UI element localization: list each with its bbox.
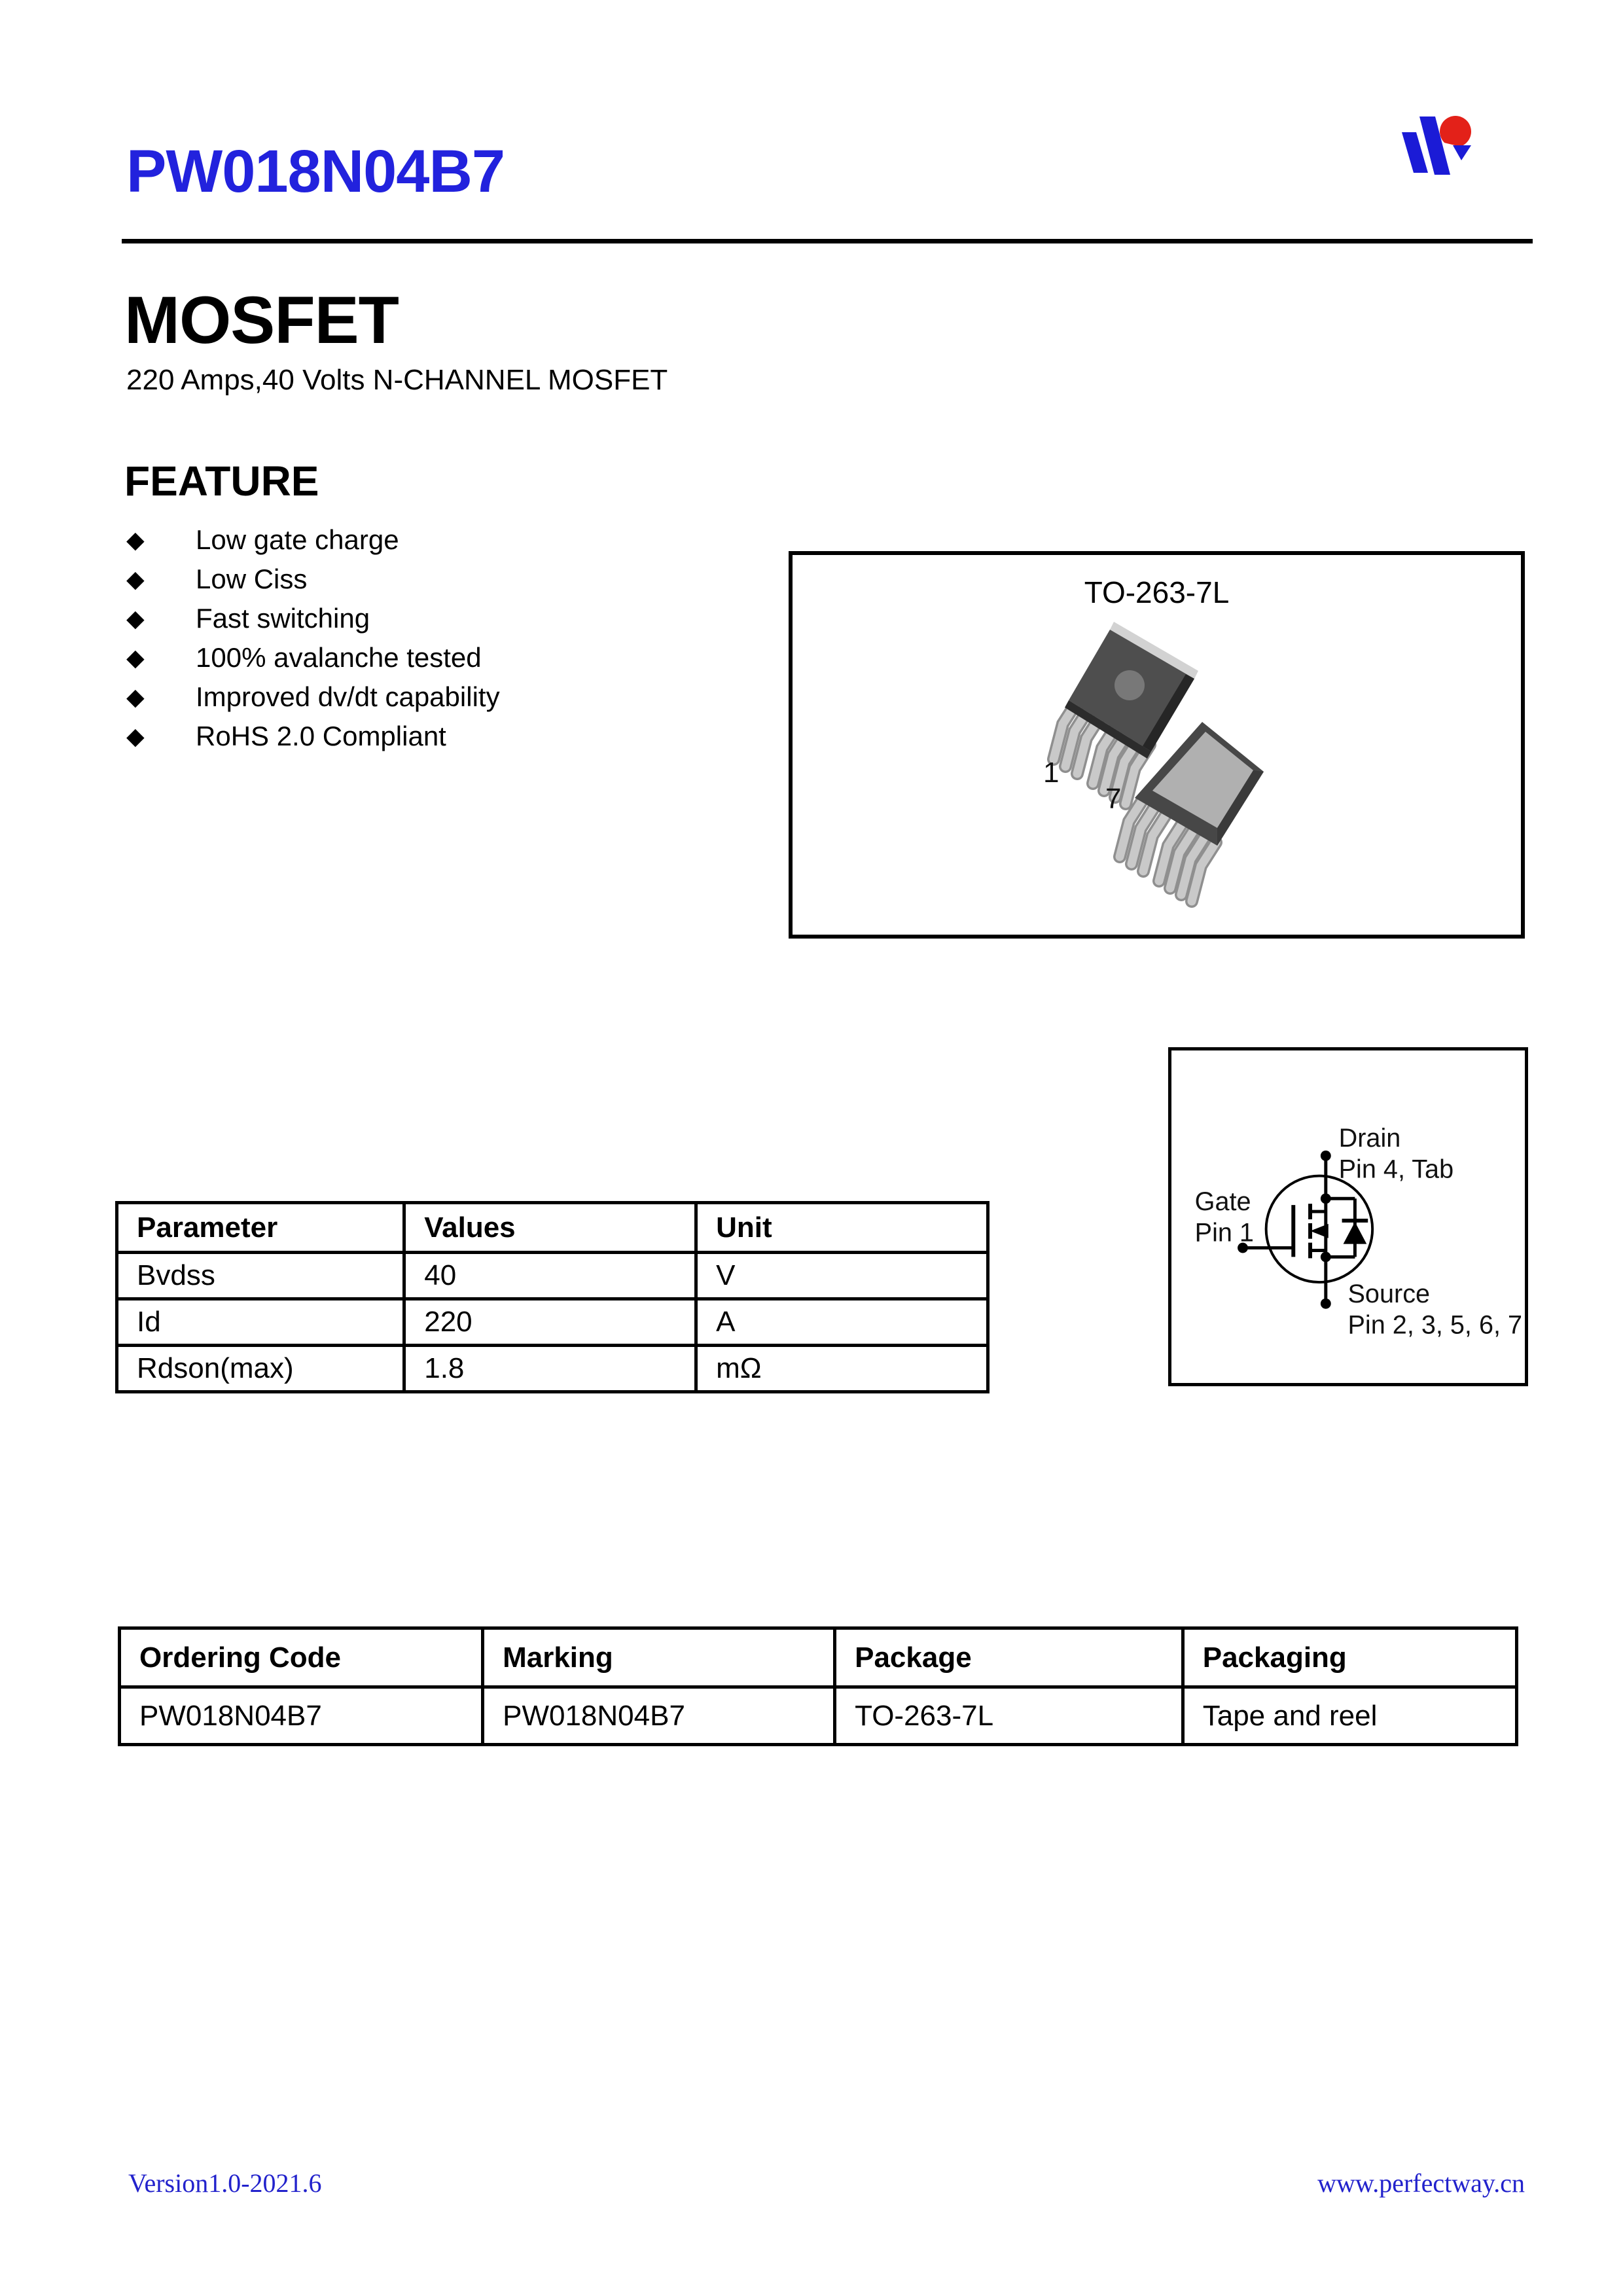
param-unit: mΩ bbox=[696, 1346, 988, 1392]
diamond-bullet-icon: ◆ bbox=[126, 605, 145, 632]
param-value: 1.8 bbox=[404, 1346, 696, 1392]
feature-item bbox=[126, 560, 500, 599]
diamond-bullet-icon: ◆ bbox=[126, 723, 145, 749]
diamond-bullet-icon: ◆ bbox=[126, 565, 145, 592]
feature-item-label: 100% avalanche tested bbox=[196, 642, 482, 673]
diamond-bullet-icon: ◆ bbox=[126, 644, 145, 671]
param-name: Bvdss bbox=[117, 1253, 404, 1299]
brand-logo-icon bbox=[1398, 113, 1476, 179]
ordering-table bbox=[118, 1626, 1518, 1746]
feature-item-label: Low Ciss bbox=[196, 564, 308, 594]
drain-label: Drain bbox=[1338, 1123, 1401, 1153]
feature-item-label: RoHS 2.0 Compliant bbox=[196, 721, 446, 751]
packaging: Tape and reel bbox=[1183, 1687, 1516, 1745]
page-title: MOSFET bbox=[124, 283, 399, 357]
gate-label: Gate bbox=[1194, 1187, 1251, 1217]
feature-item-label: Fast switching bbox=[196, 603, 370, 634]
feature-item-label: Low gate charge bbox=[196, 524, 399, 555]
source-label: Source bbox=[1347, 1279, 1431, 1308]
footer-website-link[interactable]: www.perfectway.cn bbox=[1317, 2168, 1525, 2198]
feature-list bbox=[126, 520, 500, 756]
table-row bbox=[117, 1346, 988, 1392]
feature-item bbox=[126, 599, 500, 638]
header-divider bbox=[122, 239, 1533, 243]
package-3d-render bbox=[793, 611, 1521, 935]
feature-item bbox=[126, 717, 500, 756]
package-name: TO-263-7L bbox=[1084, 575, 1230, 609]
table-header-row bbox=[117, 1203, 988, 1253]
source-pins-label: Pin 2, 3, 5, 6, 7 bbox=[1347, 1310, 1523, 1340]
pin-1-label: 1 bbox=[1043, 757, 1060, 789]
column-header: Parameter bbox=[117, 1203, 404, 1253]
param-unit: V bbox=[696, 1253, 988, 1299]
feature-item-label: Improved dv/dt capability bbox=[196, 681, 500, 712]
column-header: Ordering Code bbox=[120, 1628, 483, 1687]
pinout-diagram-box bbox=[1168, 1047, 1528, 1386]
mosfet-symbol bbox=[1171, 1050, 1525, 1383]
package: TO-263-7L bbox=[835, 1687, 1183, 1745]
feature-item bbox=[126, 638, 500, 677]
marking: PW018N04B7 bbox=[483, 1687, 835, 1745]
column-header: Packaging bbox=[1183, 1628, 1516, 1687]
column-header: Package bbox=[835, 1628, 1183, 1687]
page-subtitle: 220 Amps,40 Volts N-CHANNEL MOSFET bbox=[126, 364, 668, 396]
table-row bbox=[120, 1687, 1517, 1745]
param-name: Id bbox=[117, 1299, 404, 1346]
table-row bbox=[117, 1299, 988, 1346]
table-row bbox=[117, 1253, 988, 1299]
feature-item bbox=[126, 520, 500, 560]
footer-version: Version1.0-2021.6 bbox=[128, 2168, 322, 2198]
diamond-bullet-icon: ◆ bbox=[126, 683, 145, 710]
param-name: Rdson(max) bbox=[117, 1346, 404, 1392]
parameter-table bbox=[115, 1201, 990, 1393]
drain-pins-label: Pin 4, Tab bbox=[1338, 1155, 1454, 1184]
column-header: Marking bbox=[483, 1628, 835, 1687]
column-header: Unit bbox=[696, 1203, 988, 1253]
diamond-bullet-icon: ◆ bbox=[126, 526, 145, 553]
feature-item bbox=[126, 677, 500, 717]
column-header: Values bbox=[404, 1203, 696, 1253]
pin-7-label: 7 bbox=[1105, 783, 1122, 815]
package-diagram-box bbox=[789, 551, 1525, 939]
part-number: PW018N04B7 bbox=[126, 138, 505, 205]
param-value: 40 bbox=[404, 1253, 696, 1299]
param-value: 220 bbox=[404, 1299, 696, 1346]
gate-pins-label: Pin 1 bbox=[1194, 1218, 1254, 1247]
feature-heading: FEATURE bbox=[124, 457, 319, 505]
param-unit: A bbox=[696, 1299, 988, 1346]
table-header-row bbox=[120, 1628, 1517, 1687]
ordering-code: PW018N04B7 bbox=[120, 1687, 483, 1745]
